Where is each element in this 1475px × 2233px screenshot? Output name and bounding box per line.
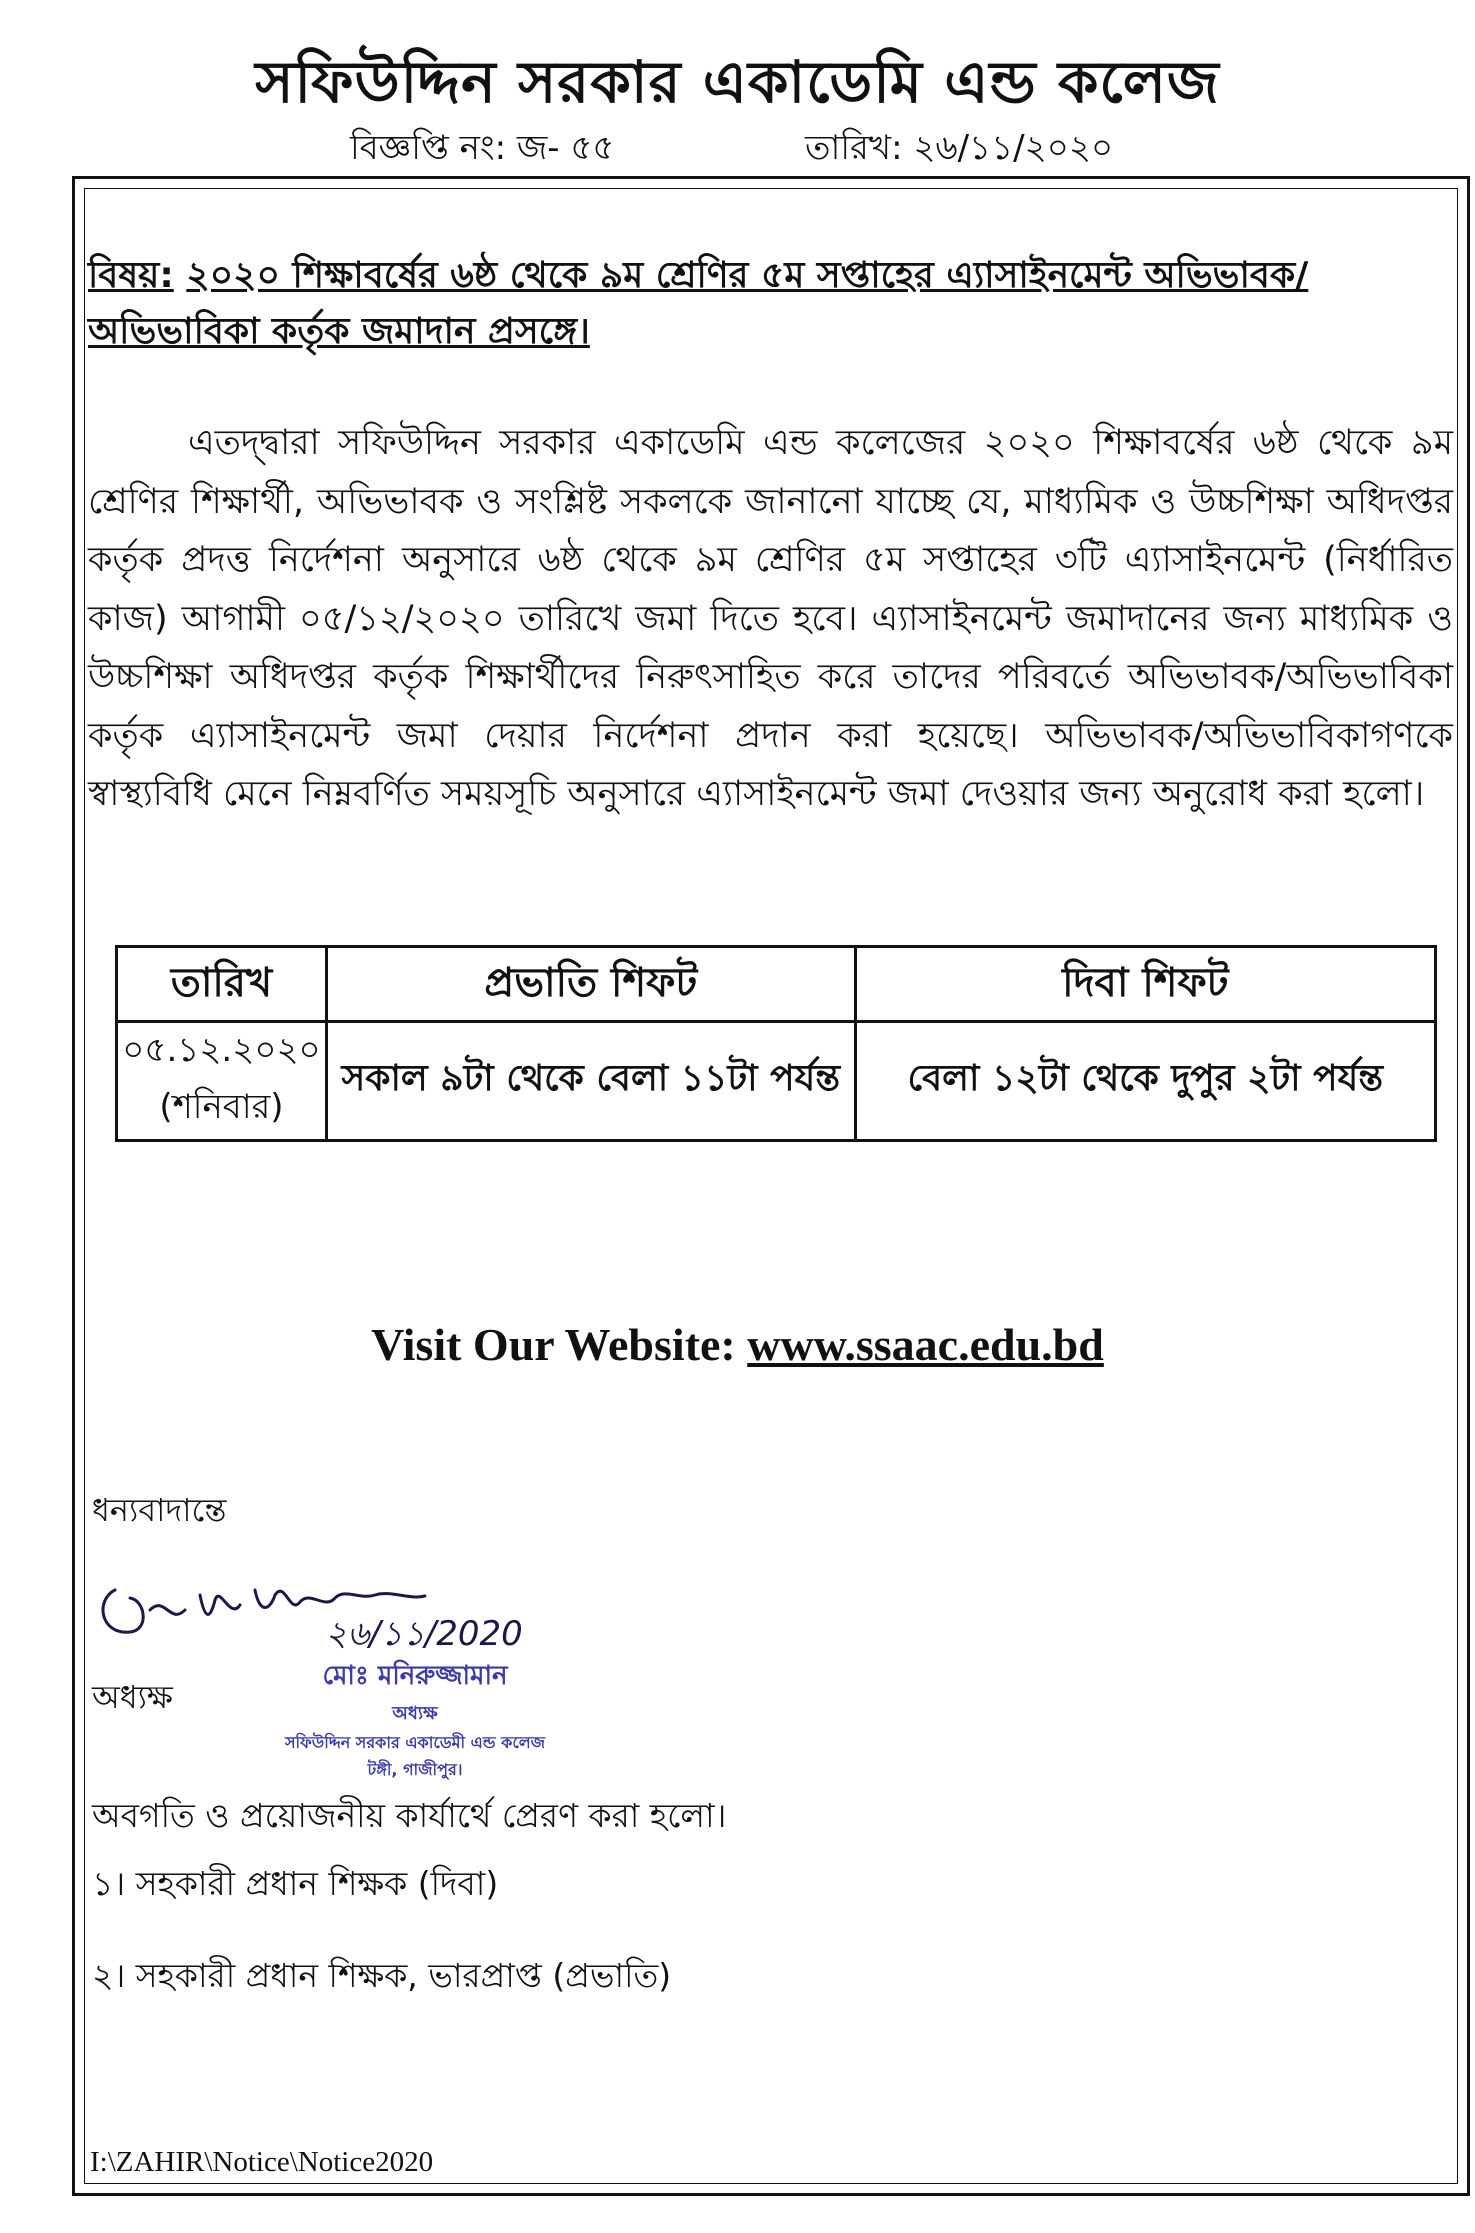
file-path: I:\ZAHIR\Notice\Notice2020 xyxy=(90,2146,434,2178)
schedule-date: ০৫.১২.২০২০ xyxy=(122,1030,321,1070)
official-stamp xyxy=(245,1655,585,1784)
institution-title: সফিউদ্দিন সরকার একাডেমি এন্ড কলেজ xyxy=(255,48,1220,116)
closing-thanks: ধন্যবাদান্তে xyxy=(92,1491,227,1529)
schedule-header-morning: প্রভাতি শিফট xyxy=(326,947,855,1022)
subject xyxy=(88,248,1453,360)
handwritten-signature xyxy=(90,1540,590,1660)
schedule-header-day: দিবা শিফট xyxy=(855,947,1435,1022)
cc-heading: অবগতি ও প্রয়োজনীয় কার্যার্থে প্রেরণ করা হলো। xyxy=(92,1796,727,1835)
signature-date: ২৬/১১/2020 xyxy=(325,1614,523,1654)
notice-line xyxy=(350,122,1114,179)
schedule-table xyxy=(115,945,1437,1142)
table-row xyxy=(117,1022,1436,1141)
website-link[interactable]: www.ssaac.edu.bd xyxy=(747,1319,1104,1370)
schedule-header-row xyxy=(117,947,1436,1022)
website-label: Visit Our Website: xyxy=(371,1319,736,1370)
subject-text: ২০২০ শিক্ষাবর্ষের ৬ষ্ঠ থেকে ৯ম শ্রেণির ৫ম সপ্তাহের এ্যাসাইনমেন্ট অভিভাবক/অভিভাবিকা কর্তৃক জমাদান প্রসঙ্গে। xyxy=(88,255,1309,352)
list-item: ১। সহকারী প্রধান শিক্ষক (দিবা) xyxy=(92,1864,499,1903)
schedule-day-time: বেলা ১২টা থেকে দুপুর ২টা পর্যন্ত xyxy=(855,1022,1435,1141)
schedule-weekday: (শনিবার) xyxy=(159,1087,284,1127)
list-item: ২। সহকারী প্রধান শিক্ষক, ভারপ্রাপ্ত (প্রভাতি) xyxy=(92,1956,672,1995)
schedule-header-date: তারিখ xyxy=(117,947,327,1022)
body-paragraph: এতদ্দ্বারা সফিউদ্দিন সরকার একাডেমি এন্ড কলেজের ২০২০ শিক্ষাবর্ষের ৬ষ্ঠ থেকে ৯ম শ্রেণির শিক্ষার্থী, অভিভাবক ও সংশ্লিষ্ট সকলকে জানানো যাচ্ছে যে, মাধ্যমিক ও উচ্চশিক্ষা অধিদপ্তর কর্তৃক প্রদত্ত নির্দেশনা অনুসারে ৬ষ্ঠ থেকে ৯ম শ্রেণির ৫ম সপ্তাহের ৩টি এ্যাসাইনমেন্ট (নির্ধারিত কাজ) আগামী ০৫/১২/২০২০ তারিখে জমা দিতে হবে। এ্যাসাইনমেন্ট জমাদানের জন্য মাধ্যমিক ও উচ্চশিক্ষা অধিদপ্তর কর্তৃক শিক্ষার্থীদের নিরুৎসাহিত করে তাদের পরিবর্তে অভিভাবক/অভিভাবিকা কর্তৃক এ্যাসাইনমেন্ট জমা দেয়ার নির্দেশনা প্রদান করা হয়েছে। অভিভাবক/অভিভাবিকাগণকে স্বাস্থ্যবিধি মেনে নিম্নবর্ণিত সময়সূচি অনুসারে এ্যাসাইনমেন্ট জমা দেওয়ার জন্য অনুরোধ করা হলো। xyxy=(88,423,1453,814)
schedule-date-cell xyxy=(117,1022,327,1141)
notice-number: বিজ্ঞপ্তি নং: জ- ৫৫ xyxy=(350,128,615,168)
subject-label: বিষয়: xyxy=(88,255,174,296)
stamp-title: অধ্যক্ষ xyxy=(392,1703,438,1724)
website-line xyxy=(0,1318,1475,1371)
principal-designation: অধ্যক্ষ xyxy=(92,1678,173,1716)
stamp-institution: সফিউদ্দিন সরকার একাডেমী এন্ড কলেজ xyxy=(284,1733,546,1752)
stamp-location: টঙ্গী, গাজীপুর। xyxy=(367,1760,463,1779)
notice-date: তারিখ: ২৬/১১/২০২০ xyxy=(805,128,1114,168)
schedule-morning-time: সকাল ৯টা থেকে বেলা ১১টা পর্যন্ত xyxy=(326,1022,855,1141)
stamp-name: মোঃ মনিরুজ্জামান xyxy=(322,1661,508,1691)
